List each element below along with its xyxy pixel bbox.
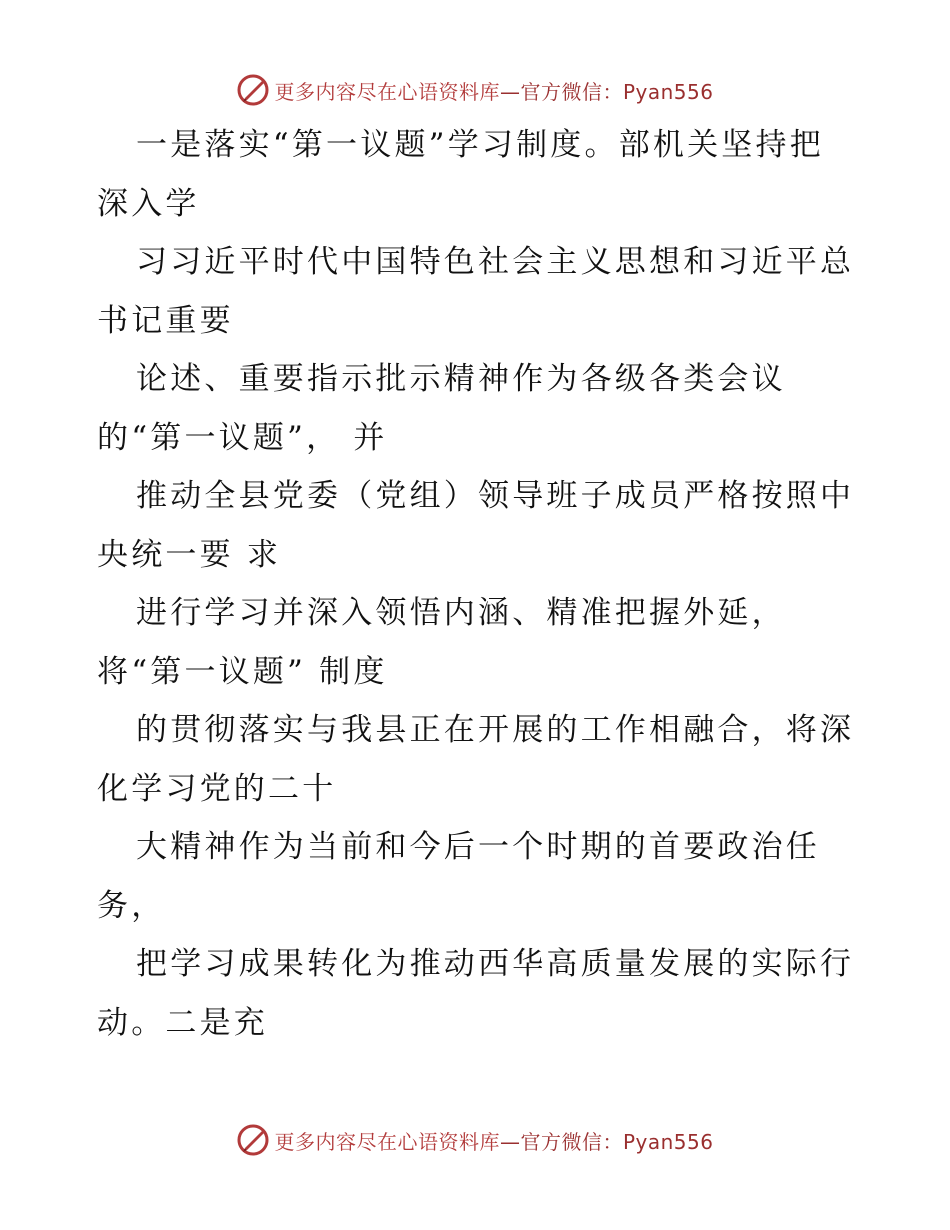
body-line-10: 将“第一议题” 制度 bbox=[97, 653, 388, 690]
body-line-4: 书记重要 bbox=[97, 302, 234, 339]
footer-banner-tail: 官方微信：Pyan556 bbox=[520, 1129, 714, 1154]
body-line-9: 进行学习并深入领悟内涵、精准把握外延， bbox=[136, 595, 786, 631]
body-line-3: 习习近平时代中国特色社会主义思想和习近平总 bbox=[136, 244, 855, 280]
footer-watermark-banner bbox=[0, 1120, 950, 1160]
body-line-15: 把学习成果转化为推动西华高质量发展的实际行 bbox=[136, 946, 855, 982]
header-watermark-banner bbox=[0, 70, 950, 110]
header-banner-dash: — bbox=[499, 79, 521, 104]
body-line-14: 务， bbox=[97, 887, 166, 924]
body-line-11: 的贯彻落实与我县正在开展的工作相融合，将深 bbox=[136, 712, 855, 748]
body-line-5: 论述、重要指示批示精神作为各级各类会议 bbox=[136, 361, 786, 397]
quill-logo-icon bbox=[236, 73, 270, 107]
quill-logo-icon bbox=[236, 1123, 270, 1157]
header-banner-main: 更多内容尽在心语资料库 bbox=[274, 79, 500, 104]
body-line-1: 一是落实“第一议题”学习制度。部机关坚持把 bbox=[136, 127, 824, 163]
body-line-12: 化学习党的二十 bbox=[97, 770, 337, 807]
body-line-16: 动。二是充 bbox=[97, 1004, 268, 1041]
header-banner-tail: 官方微信：Pyan556 bbox=[520, 79, 714, 104]
footer-banner-main: 更多内容尽在心语资料库 bbox=[274, 1129, 500, 1154]
body-text bbox=[97, 116, 857, 1052]
header-banner-text bbox=[274, 76, 713, 105]
body-line-13: 大精神作为当前和今后一个时期的首要政治任 bbox=[136, 829, 820, 865]
body-line-6: 的“第一议题”， 并 bbox=[97, 419, 388, 456]
footer-banner-text bbox=[274, 1126, 713, 1155]
body-line-2: 深入学 bbox=[97, 185, 200, 222]
footer-banner-dash: — bbox=[499, 1129, 521, 1154]
body-line-8: 央统一要 求 bbox=[97, 536, 282, 573]
body-line-7: 推动全县党委（党组）领导班子成员严格按照中 bbox=[136, 478, 855, 514]
